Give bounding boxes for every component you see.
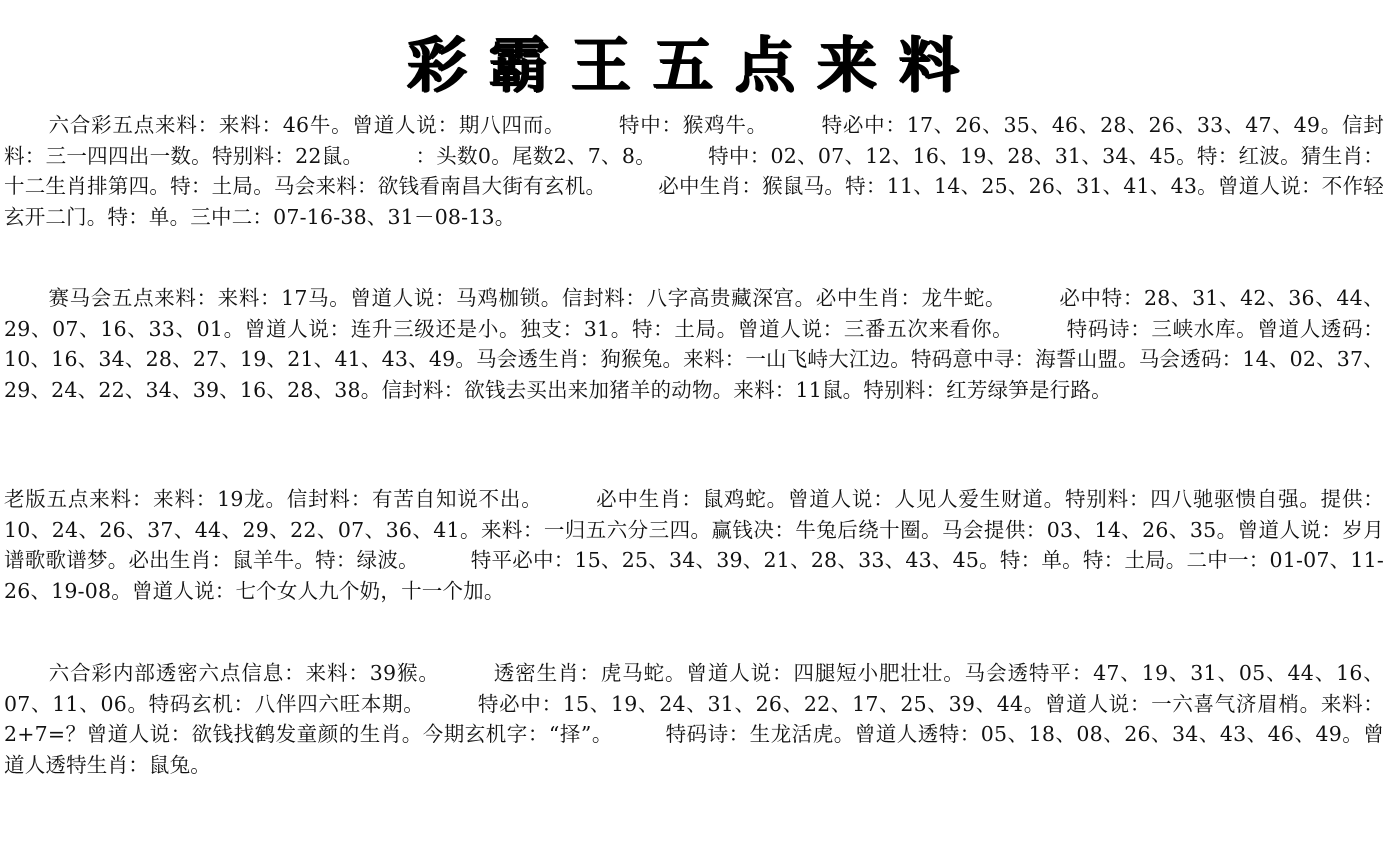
paragraph-liuhecai-five-points [4,110,1384,232]
paragraph-laoban-five-points [4,484,1384,606]
paragraph-text: 六合彩五点来料：来料：46牛。曾道人说：期八四而。 特中：猴鸡牛。 特必中：17、26、35、46、28、26、33、47、49。信封料：三一四四出一数。特别料：22鼠。 ：头数0。尾数2、7、8。 特中：02、07、12、16、19、28、31、34、45。特：红波。猜生肖：十二生肖排第四。特：土局。马会来料：欲钱看南昌大街有玄机。 必中生肖：猴鼠马。特：11、14、25、26、31、41、43。曾道人说：不作轻玄开二门。特：单。三中二：07-16-38、31－08-13。 [4,113,1384,229]
page-title: 彩霸王五点来料 [407,31,981,101]
paragraph-neibu-six-points [4,658,1384,780]
paragraph-text: 赛马会五点来料：来料：17马。曾道人说：马鸡枷锁。信封料：八字高贵藏深宫。必中生肖：龙牛蛇。 必中特：28、31、42、36、44、29、07、16、33、01。曾道人说：连升三级还是小。独支：31。特：土局。曾道人说：三番五次来看你。 特码诗：三峡水库。曾道人透码：10、16、34、28、27、19、21、41、43、49。马会透生肖：狗猴兔。来料：一山飞峙大江边。特码意中寻：海誓山盟。马会透码：14、02、37、29、24、22、34、39、16、28、38。信封料：欲钱去买出来加猪羊的动物。来料：11鼠。特别料：红芳绿笋是行路。 [4,286,1384,402]
paragraph-saimahui-five-points [4,283,1384,405]
paragraph-text: 老版五点来料：来料：19龙。信封料：有苦自知说不出。 必中生肖：鼠鸡蛇。曾道人说：人见人爱生财道。特别料：四八驰驱愦自强。提供：10、24、26、37、44、29、22、07、36、41。来料：一归五六分三四。赢钱决：牛兔后绕十圈。马会提供：03、14、26、35。曾道人说：岁月谱歌歌谱梦。必出生肖：鼠羊牛。特：绿波。 特平必中：15、25、34、39、21、28、33、43、45。特：单。特：土局。二中一：01-07、11-26、19-08。曾道人说：七个女人九个奶，十一个加。 [4,487,1384,603]
paragraph-text: 六合彩内部透密六点信息：来料：39猴。 透密生肖：虎马蛇。曾道人说：四腿短小肥壮壮。马会透特平：47、19、31、05、44、16、07、11、06。特码玄机：八伴四六旺本期。 特必中：15、19、24、31、26、22、17、25、39、44。曾道人说：一六喜气济眉梢。来料：2+7=？曾道人说：欲钱找鹤发童颜的生肖。今期玄机字：“择”。 特码诗：生龙活虎。曾道人透特：05、18、08、26、34、43、46、49。曾道人透特生肖：鼠兔。 [4,661,1384,777]
